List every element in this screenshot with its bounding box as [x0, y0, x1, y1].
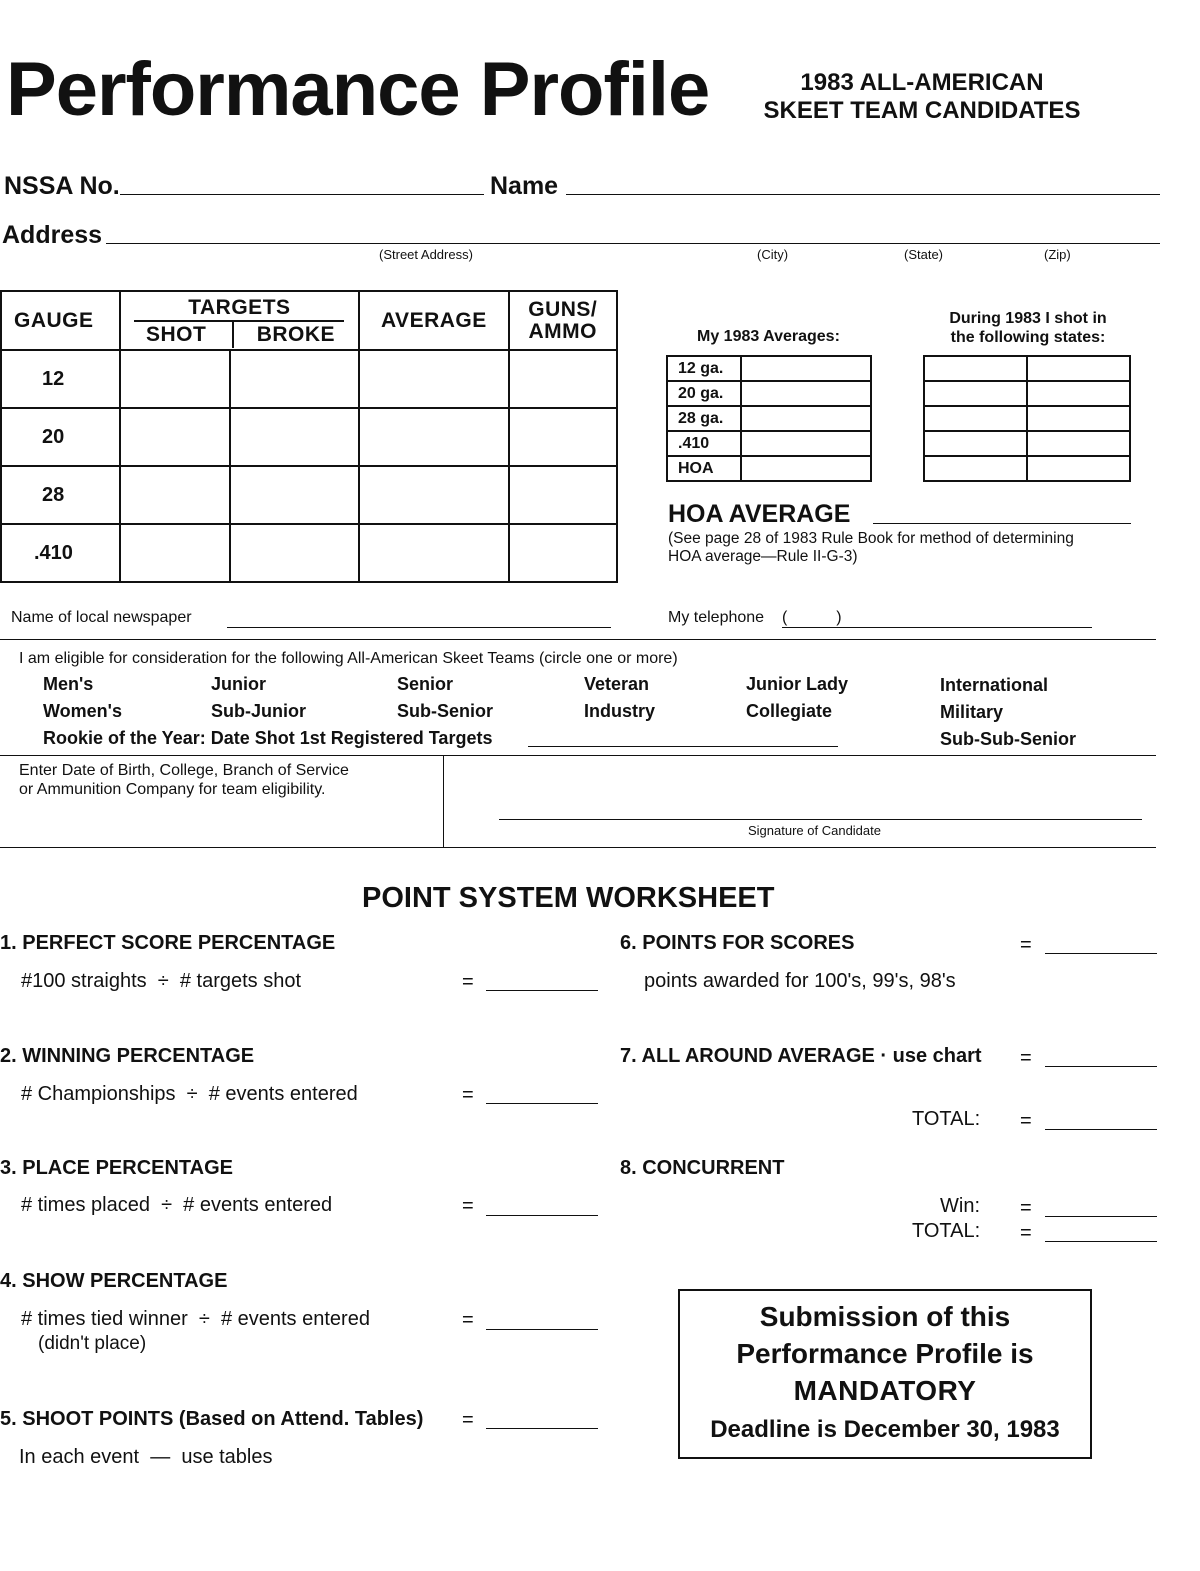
section-4-result[interactable] [486, 1307, 598, 1330]
averages-row-label: HOA [667, 456, 741, 481]
team-senior[interactable]: Senior [397, 674, 454, 694]
notice-line-3: MANDATORY [793, 1375, 977, 1406]
state-cell[interactable] [924, 381, 1027, 406]
section-2-result[interactable] [486, 1081, 598, 1104]
averages-label: My 1983 Averages: [697, 328, 840, 345]
section-7-result[interactable] [1045, 1044, 1157, 1067]
section-5-equals: = [462, 1409, 474, 1431]
team-sub-junior[interactable]: Sub-Junior [211, 701, 306, 721]
broke-cell[interactable] [230, 350, 359, 408]
state-cell[interactable] [924, 431, 1027, 456]
average-cell[interactable] [359, 524, 508, 582]
telephone-area-code: ( ) [782, 609, 842, 626]
guns-ammo-cell[interactable] [509, 350, 617, 408]
section-1-result[interactable] [486, 968, 598, 991]
section-5-formula: In each event — use tables [19, 1446, 273, 1468]
total-result[interactable] [1045, 1107, 1157, 1130]
averages-value-cell[interactable] [741, 381, 871, 406]
section-6-result[interactable] [1045, 931, 1157, 954]
broke-label: BROKE [256, 323, 336, 346]
team-junior-lady[interactable]: Junior Lady [746, 674, 849, 694]
averages-row-label: 20 ga. [667, 381, 741, 406]
section-2-equals: = [462, 1084, 474, 1106]
section-5-title: 5. SHOOT POINTS (Based on Attend. Tables) [0, 1408, 424, 1430]
eligibility-intro: I am eligible for consideration for the following All-American Skeet Teams (circle one or more) [19, 650, 678, 667]
shot-cell[interactable] [120, 350, 231, 408]
total-2-label: TOTAL: [912, 1220, 981, 1242]
averages-value-cell[interactable] [741, 406, 871, 431]
average-cell[interactable] [359, 408, 508, 466]
section-1-formula: #100 straights ÷ # targets shot [21, 970, 302, 992]
section-1-title: 1. PERFECT SCORE PERCENTAGE [0, 932, 336, 954]
win-equals: = [1020, 1197, 1032, 1219]
section-7-title: 7. ALL AROUND AVERAGE · use chart [620, 1045, 982, 1067]
broke-cell[interactable] [230, 524, 359, 582]
section-3-equals: = [462, 1195, 474, 1217]
gauge-row-label: 28 [1, 466, 120, 524]
section-6-equals: = [1020, 934, 1032, 956]
section-5-result[interactable] [486, 1406, 598, 1429]
name-label: Name [490, 172, 559, 200]
state-cell[interactable] [924, 356, 1027, 381]
section-4-equals: = [462, 1309, 474, 1331]
subtitle-line-1: 1983 ALL-AMERICAN [800, 69, 1044, 96]
total-equals: = [1020, 1110, 1032, 1132]
address-label: Address [2, 221, 103, 249]
section-6-title: 6. POINTS FOR SCORES [620, 932, 855, 954]
section-4-formula: # times tied winner ÷ # events entered [21, 1308, 370, 1330]
subtitle-line-2: SKEET TEAM CANDIDATES [763, 97, 1081, 124]
gauge-row-label: .410 [1, 524, 120, 582]
average-cell[interactable] [359, 350, 508, 408]
state-cell[interactable] [1027, 356, 1130, 381]
section-2-formula: # Championships ÷ # events entered [21, 1083, 358, 1105]
total-2-result[interactable] [1045, 1219, 1157, 1242]
notice-line-1: Submission of this [759, 1301, 1011, 1332]
guns-ammo-cell[interactable] [509, 524, 617, 582]
newspaper-label: Name of local newspaper [11, 609, 192, 626]
birth-note-line-2: or Ammunition Company for team eligibility. [19, 781, 326, 798]
averages-value-cell[interactable] [741, 431, 871, 456]
gauge-table [0, 290, 618, 583]
average-cell[interactable] [359, 466, 508, 524]
team-veteran[interactable]: Veteran [584, 674, 650, 694]
shot-cell[interactable] [120, 408, 231, 466]
shot-label: SHOT [121, 322, 234, 348]
gauge-row-label: 12 [1, 350, 120, 408]
averages-row-label: .410 [667, 431, 741, 456]
shot-cell[interactable] [120, 524, 231, 582]
notice-line-4: Deadline is December 30, 1983 [710, 1416, 1060, 1443]
state-caption: (State) [904, 247, 944, 262]
state-cell[interactable] [924, 406, 1027, 431]
zip-caption: (Zip) [1044, 247, 1071, 262]
page-title: Performance Profile [6, 47, 710, 132]
team-mens[interactable]: Men's [43, 674, 94, 694]
nssa-label: NSSA No. [4, 172, 120, 200]
gauge-row-label: 20 [1, 408, 120, 466]
street-caption: (Street Address) [379, 247, 473, 262]
team-military[interactable]: Military [940, 702, 1004, 722]
eligibility-details-field[interactable] [4, 804, 440, 846]
total-2-equals: = [1020, 1222, 1032, 1244]
average-header: AVERAGE [359, 291, 508, 350]
states-label-line-2: the following states: [950, 329, 1106, 346]
newspaper-field[interactable] [227, 606, 611, 628]
signature-caption: Signature of Candidate [748, 823, 881, 838]
state-cell[interactable] [1027, 381, 1130, 406]
team-international[interactable]: International [940, 675, 1049, 695]
win-label: Win: [940, 1195, 980, 1217]
averages-value-cell[interactable] [741, 356, 871, 381]
section-4-title: 4. SHOW PERCENTAGE [0, 1270, 228, 1292]
section-4-subnote: (didn't place) [38, 1333, 147, 1354]
rookie-label: Rookie of the Year: Date Shot 1st Registered Targets [43, 728, 493, 748]
mandatory-notice-box [678, 1289, 1092, 1459]
section-3-result[interactable] [486, 1193, 598, 1216]
rookie-date-field[interactable] [528, 725, 838, 747]
guns-ammo-header: GUNS/ AMMO [509, 291, 617, 350]
total-label: TOTAL: [912, 1108, 981, 1130]
state-cell[interactable] [924, 456, 1027, 481]
hoa-note-line-1: (See page 28 of 1983 Rule Book for method of determining [668, 530, 1074, 547]
nssa-number-field[interactable] [120, 173, 484, 195]
shot-cell[interactable] [120, 466, 231, 524]
guns-ammo-cell[interactable] [509, 466, 617, 524]
hoa-average-field[interactable] [873, 502, 1131, 524]
details-divider [443, 756, 444, 847]
birth-note-line-1: Enter Date of Birth, College, Branch of Service [19, 762, 349, 779]
city-caption: (City) [757, 247, 789, 262]
states-table [923, 355, 1131, 482]
averages-row-label: 28 ga. [667, 406, 741, 431]
states-label-line-1: During 1983 I shot in [949, 310, 1107, 327]
eligibility-top-rule [0, 639, 1156, 640]
section-1-equals: = [462, 971, 474, 993]
broke-cell[interactable] [230, 466, 359, 524]
averages-table [666, 355, 872, 482]
averages-value-cell[interactable] [741, 456, 871, 481]
team-womens[interactable]: Women's [43, 701, 122, 721]
section-7-equals: = [1020, 1047, 1032, 1069]
state-cell[interactable] [1027, 406, 1130, 431]
broke-cell[interactable] [230, 408, 359, 466]
telephone-field[interactable] [782, 606, 1092, 628]
guns-ammo-cell[interactable] [509, 408, 617, 466]
gauge-header: GAUGE [1, 291, 120, 350]
section-3-title: 3. PLACE PERCENTAGE [0, 1157, 233, 1179]
telephone-label: My telephone [668, 609, 765, 626]
hoa-note-line-2: HOA average—Rule II-G-3) [668, 548, 858, 565]
team-sub-senior[interactable]: Sub-Senior [397, 701, 494, 721]
section-6-formula: points awarded for 100's, 99's, 98's [644, 970, 956, 992]
averages-row-label: 12 ga. [667, 356, 741, 381]
name-field[interactable] [566, 173, 1160, 195]
win-result[interactable] [1045, 1194, 1157, 1217]
state-cell[interactable] [1027, 431, 1130, 456]
team-junior[interactable]: Junior [211, 674, 267, 694]
worksheet-title: POINT SYSTEM WORKSHEET [362, 882, 775, 914]
hoa-average-label: HOA AVERAGE [668, 500, 851, 528]
address-field[interactable] [106, 222, 1160, 244]
team-collegiate[interactable]: Collegiate [746, 701, 833, 721]
team-industry[interactable]: Industry [584, 701, 656, 721]
signature-field[interactable] [499, 798, 1142, 820]
targets-header [120, 291, 360, 350]
section-3-formula: # times placed ÷ # events entered [21, 1194, 333, 1216]
team-sub-sub-senior[interactable]: Sub-Sub-Senior [940, 729, 1076, 749]
targets-label: TARGETS [134, 296, 344, 322]
notice-line-2: Performance Profile is [736, 1338, 1034, 1369]
section-8-title: 8. CONCURRENT [620, 1157, 785, 1179]
state-cell[interactable] [1027, 456, 1130, 481]
section-2-title: 2. WINNING PERCENTAGE [0, 1045, 255, 1067]
